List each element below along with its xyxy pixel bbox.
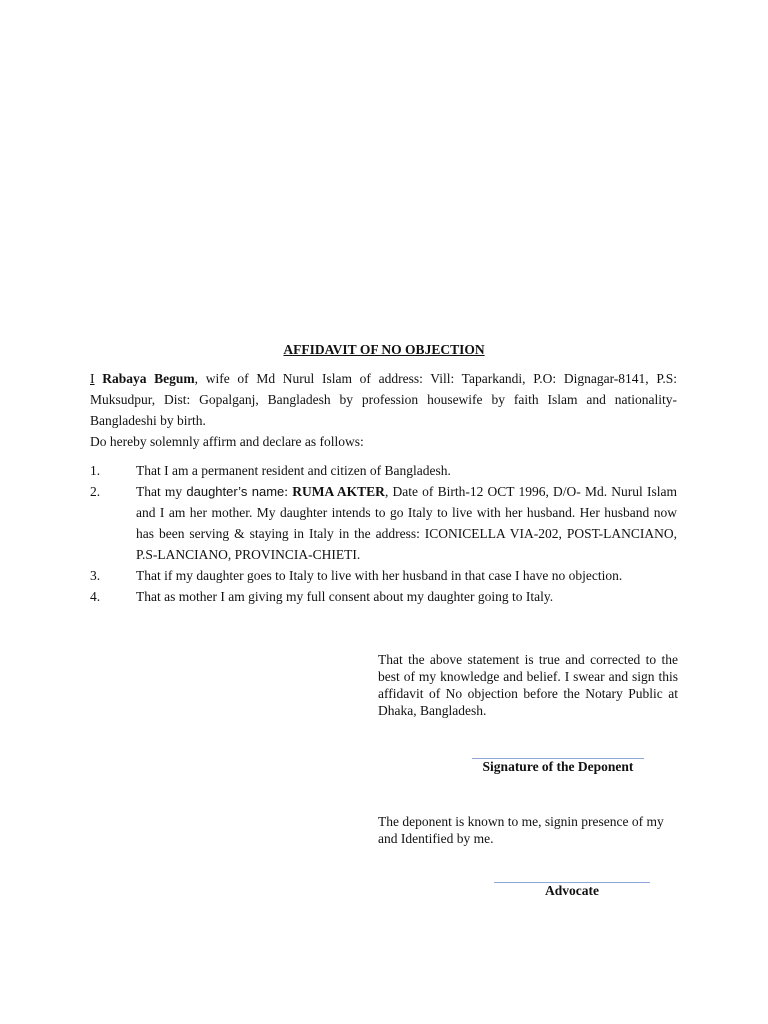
- signature-label: Signature of the Deponent: [482, 759, 634, 774]
- list-item: [90, 586, 677, 607]
- list-item-number: 3.: [90, 568, 101, 583]
- list-item-text: That if my daughter goes to Italy to live with her husband in that case I have no objection.: [136, 568, 623, 583]
- list-item-prefix: That my: [136, 484, 187, 499]
- list-item-text: That I am a permanent resident and citizen of Bangladesh.: [136, 463, 451, 478]
- statement-paragraph: That the above statement is true and corrected to the best of my knowledge and belief. I swear and sign this affidavit of No objection before the Notary Public at Dhaka, Bangladesh.: [378, 652, 678, 718]
- list-item: [90, 481, 677, 565]
- list-item-text: That as mother I am giving my full consent about my daughter going to Italy.: [136, 589, 554, 604]
- daughter-name-label: daughter’s name: [186, 484, 285, 499]
- list-item: [90, 565, 677, 586]
- deponent-name: Rabaya Begum: [102, 371, 195, 386]
- list-item-number: 2.: [90, 484, 101, 499]
- daughter-name: RUMA AKTER: [292, 484, 385, 499]
- intro-paragraph: [90, 368, 677, 431]
- list-item-number: 1.: [90, 463, 101, 478]
- intro-pronoun: I: [90, 371, 95, 386]
- label-colon: :: [284, 484, 293, 499]
- list-item: [90, 460, 677, 481]
- solemn-declaration: Do hereby solemnly affirm and declare as follows:: [90, 434, 364, 449]
- list-item-text: [136, 481, 677, 565]
- document-title: AFFIDAVIT OF NO OBJECTION: [283, 342, 485, 357]
- declaration-list: [90, 460, 677, 607]
- list-item-number: 4.: [90, 589, 101, 604]
- identification-paragraph: The deponent is known to me, signin presence of my and Identified by me.: [378, 814, 664, 846]
- advocate-label: Advocate: [545, 883, 599, 898]
- list-item-body: , Date of Birth-12 OCT 1996, D/O- Md. Nurul Islam and I am her mother. My daughter intends to go Italy to live with her husband. Her husband now has been serving & staying in Italy in the address: ICONICELLA VIA-202, POST-LANCIANO, P.S-LANCIANO, PROVINCIA-CHIETI.: [136, 484, 677, 562]
- intro-text: , wife of Md Nurul Islam of address: Vill: Taparkandi, P.O: Dignagar-8141, P.S: Muksudpur, Dist: Gopalganj, Bangladesh by profession housewife by faith Islam and nationality-Bangladeshi by birth.: [90, 371, 677, 428]
